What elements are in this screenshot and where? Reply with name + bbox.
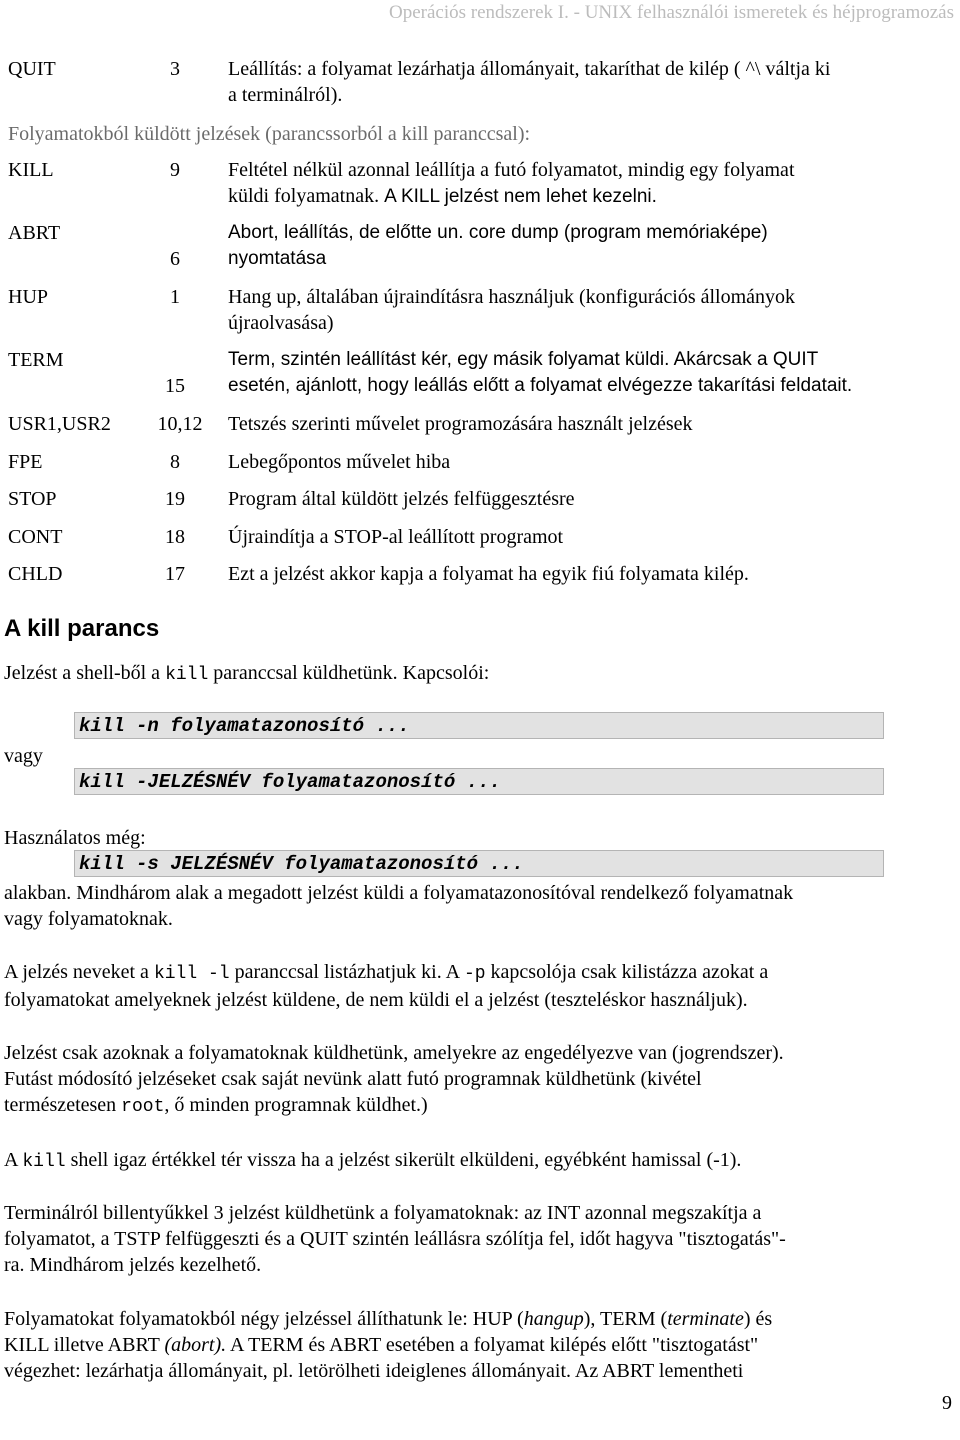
signal-name: CONT <box>8 526 63 548</box>
intro-paragraph <box>4 660 954 688</box>
desc-line: nyomtatása <box>228 248 327 269</box>
page-number: 9 <box>942 1392 952 1414</box>
signal-number: 6 <box>170 248 180 270</box>
signal-number: 9 <box>170 159 180 181</box>
signal-name: KILL <box>8 159 54 181</box>
inline-code: kill <box>22 1152 66 1172</box>
signal-description: Program által küldött jelzés felfüggesztésre <box>228 488 575 510</box>
inline-code: -p <box>463 964 486 984</box>
code-block: kill -n folyamatazonosító ... <box>74 712 884 739</box>
paragraph <box>4 1306 954 1384</box>
paragraph <box>4 959 954 1013</box>
text: természetesen <box>4 1094 122 1116</box>
code-block: kill -JELZÉSNÉV folyamatazonosító ... <box>74 768 884 795</box>
paragraph <box>4 1200 954 1278</box>
signal-name: ABRT <box>8 222 61 244</box>
paragraph <box>4 1147 954 1175</box>
text: kapcsolója csak kilistázza azokat a <box>485 961 769 983</box>
text: végezhet: lezárhatja állományait, pl. letörölheti ideiglenes állományait. Az ABRT lementheti <box>4 1360 744 1382</box>
signal-name: USR1,USR2 <box>8 413 111 435</box>
inline-code: kill <box>165 665 209 685</box>
signal-name: FPE <box>8 451 43 473</box>
desc-line: küldi folyamatnak. <box>228 185 385 207</box>
signal-number: 8 <box>170 451 180 473</box>
desc-line: esetén, ajánlott, hogy leállás előtt a folyamat elvégezze takarítási feldatait. <box>228 375 853 396</box>
desc-line: Term, szintén leállítást kér, egy másik folyamat küldi. Akárcsak a QUIT <box>228 349 819 370</box>
desc-line-sans: A KILL jelzést nem lehet kezelni. <box>384 186 657 207</box>
signal-description <box>228 56 948 108</box>
desc-line: Abort, leállítás, de előtte un. <box>228 222 464 243</box>
signal-description: Lebegőpontos művelet hiba <box>228 451 451 473</box>
text: folyamatokat amelyeknek jelzést küldene, de nem küldi el a jelzést (teszteléskor használjuk). <box>4 989 748 1011</box>
signal-number: 15 <box>165 375 185 397</box>
text: folyamatot, a TSTP felfüggeszti és a QUIT szintén leállásra szólítja fel, időt hagyva "tisztogatás"- <box>4 1228 786 1250</box>
text: Jelzést csak azoknak a folyamatoknak küldhetünk, amelyekre az engedélyezve van (jogrendszer). <box>4 1042 784 1064</box>
code-block: kill -s JELZÉSNÉV folyamatazonosító ... <box>74 850 884 877</box>
signal-description <box>228 157 948 210</box>
text: Folyamatokat folyamatokból négy jelzéssel állíthatunk le: HUP ( <box>4 1308 524 1330</box>
text: KILL illetve ABRT <box>4 1334 165 1356</box>
signal-name: CHLD <box>8 563 63 585</box>
text: ) és <box>743 1308 773 1330</box>
desc-line: Hang up, általában újraindításra használjuk (konfigurációs állományok <box>228 286 796 308</box>
signal-description <box>228 284 948 336</box>
inline-code: kill -l <box>153 964 230 984</box>
text: Jelzést a shell-ből a <box>4 662 166 684</box>
vagy-label: vagy <box>4 745 43 767</box>
text: Futást módosító jelzéseket csak saját nevünk alatt futó programnak küldhetünk (kivétel <box>4 1068 702 1090</box>
inline-code: root <box>121 1097 165 1117</box>
text: ), TERM ( <box>583 1308 668 1330</box>
desc-line: Leállítás: a folyamat lezárhatja állományait, takaríthat de kilép ( ^\ váltja ki <box>228 58 831 80</box>
signal-number: 19 <box>165 488 185 510</box>
desc-line: a terminálról). <box>228 84 343 106</box>
desc-line: újraolvasása) <box>228 312 334 334</box>
italic-text: hangup <box>523 1308 584 1330</box>
signal-number: 18 <box>165 526 185 548</box>
desc-line: Feltétel nélkül azonnal leállítja a futó folyamatot, mindig egy folyamat <box>228 159 795 181</box>
paragraph <box>4 1040 954 1120</box>
text: A TERM és ABRT esetében a folyamat kilépés előtt "tisztogatást" <box>226 1334 759 1356</box>
text: A jelzés neveket a <box>4 961 154 983</box>
text: ra. Mindhárom jelzés kezelhető. <box>4 1254 262 1276</box>
signal-description <box>228 220 948 272</box>
italic-text: (abort). <box>164 1334 227 1356</box>
signal-number: 10,12 <box>157 413 203 435</box>
text: alakban. Mindhárom alak a megadott jelzést küldi a folyamatazonosítóval rendelkező folyamatnak <box>4 882 794 904</box>
text: paranccsal listázhatjuk ki. A <box>229 961 464 983</box>
paragraph <box>4 880 954 932</box>
signal-name: HUP <box>8 286 49 308</box>
desc-line: core dump (program memóriaképe) <box>463 222 768 243</box>
signal-description: Újraindítja a STOP-al leállított programot <box>228 526 564 548</box>
text: vagy folyamatoknak. <box>4 908 173 930</box>
signal-description: Tetszés szerinti művelet programozására használt jelzések <box>228 413 693 435</box>
hasznalatos-label: Használatos még: <box>4 827 146 849</box>
text: Terminálról billentyűkkel 3 jelzést küldhetünk a folyamatoknak: az INT azonnal megszakítja a <box>4 1202 762 1224</box>
text: A <box>4 1149 23 1171</box>
signal-number: 3 <box>170 58 180 80</box>
signal-number: 17 <box>165 563 185 585</box>
signal-name: STOP <box>8 488 57 510</box>
signal-name: QUIT <box>8 58 56 80</box>
subheading: Folyamatokból küldött jelzések (parancssorból a kill paranccsal): <box>8 123 531 145</box>
text: , ő minden programnak küldhet.) <box>164 1094 428 1116</box>
signal-description: Ezt a jelzést akkor kapja a folyamat ha egyik fiú folyamata kilép. <box>228 563 749 585</box>
text: shell igaz értékkel tér vissza ha a jelzést sikerült elküldeni, egyébként hamissal (-1). <box>65 1149 742 1171</box>
page-header: Operációs rendszerek I. - UNIX felhasználói ismeretek és héjprogramozás <box>388 2 954 23</box>
signal-number: 1 <box>170 286 180 308</box>
text: paranccsal küldhetünk. Kapcsolói: <box>208 662 490 684</box>
signal-description <box>228 347 948 399</box>
italic-text: terminate <box>667 1308 744 1330</box>
signal-name: TERM <box>8 349 64 371</box>
section-title: A kill parancs <box>4 615 160 642</box>
